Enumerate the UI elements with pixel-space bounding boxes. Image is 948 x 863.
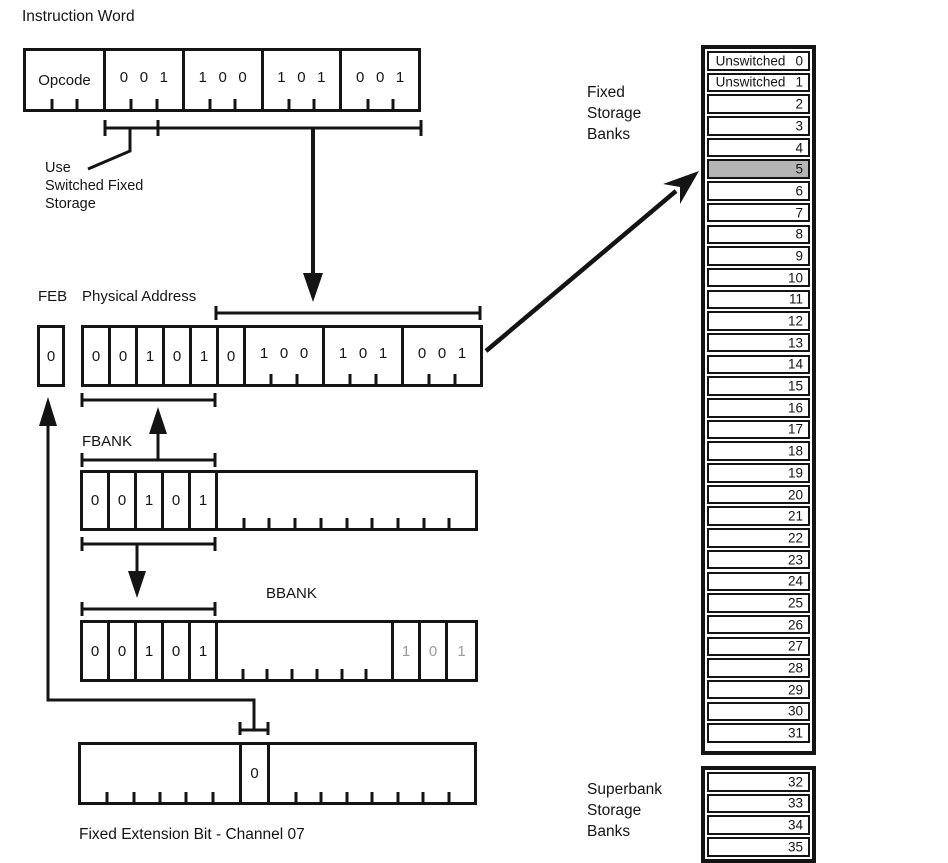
bit-tick xyxy=(428,374,431,384)
bit: 0 xyxy=(279,344,289,362)
bank-row-13 xyxy=(707,333,810,353)
superbank-storage-banks-title xyxy=(587,779,662,842)
bank-row-number: 3 xyxy=(795,118,803,134)
feb-label: FEB xyxy=(38,288,68,305)
bit-tick xyxy=(241,669,244,679)
bit: 0 xyxy=(437,344,447,362)
bit-cell: 0 xyxy=(83,473,110,528)
bit-tick xyxy=(320,792,323,802)
bit-tick xyxy=(130,99,133,109)
bit-tick xyxy=(396,792,399,802)
physical-address-label: Physical Address xyxy=(82,288,197,305)
bit-tick xyxy=(159,792,162,802)
bit-cell: 0 xyxy=(84,328,111,384)
bit-cell: 1 xyxy=(137,473,164,528)
bank-row-27 xyxy=(707,637,810,657)
fbank-register xyxy=(80,470,478,531)
arrowhead-down xyxy=(303,273,323,302)
bit-tick xyxy=(396,518,399,528)
bank-row-30 xyxy=(707,702,810,722)
bank-row-number: 31 xyxy=(787,725,803,741)
bank-row-31 xyxy=(707,723,810,743)
bit-tick xyxy=(266,669,269,679)
fixed-storage-title-line: Banks xyxy=(587,126,631,143)
bit-tick xyxy=(155,99,158,109)
superbank-title-line: Storage xyxy=(587,802,642,819)
bank-row-8 xyxy=(707,225,810,245)
bit-tick xyxy=(366,99,369,109)
instruction-word-register xyxy=(23,48,421,112)
bit-cell: 0 xyxy=(110,623,137,679)
bank-row-number: 13 xyxy=(787,335,803,351)
bank-row-number: 2 xyxy=(795,96,803,112)
bit-tick xyxy=(374,374,377,384)
bit: 0 xyxy=(139,68,149,86)
bit-tick xyxy=(319,518,322,528)
bit: 1 xyxy=(259,344,269,362)
bit-tick xyxy=(345,518,348,528)
fixed-storage-title-line: Fixed xyxy=(587,84,625,101)
bit: 1 xyxy=(338,344,348,362)
bit-tick xyxy=(371,792,374,802)
bit: 0 xyxy=(356,68,365,86)
bank-row-number: 33 xyxy=(787,795,803,811)
bit-tick xyxy=(50,99,53,109)
bit-cell: 0 xyxy=(110,473,137,528)
pa-to-bank5-arrow-line xyxy=(486,191,676,351)
bit-cell: 0 xyxy=(165,328,192,384)
bit-group-cell xyxy=(246,328,325,384)
bank-row-number: 12 xyxy=(787,313,803,329)
bit: 0 xyxy=(417,344,427,362)
bank-row-number: 30 xyxy=(787,703,803,719)
bbank-register xyxy=(80,620,478,682)
bank-row-20 xyxy=(707,485,810,505)
bit-cell: 1 xyxy=(191,623,218,679)
bank-row-label: Unswitched xyxy=(715,53,786,69)
bank-row-number: 18 xyxy=(787,443,803,459)
feb-register xyxy=(37,325,65,387)
bit-tick xyxy=(345,792,348,802)
bit: 1 xyxy=(198,68,207,86)
bank-row-25 xyxy=(707,593,810,613)
arrowhead-up xyxy=(39,397,57,426)
bank-row-number: 21 xyxy=(787,508,803,524)
bit-tick xyxy=(422,518,425,528)
bank-row-number: 20 xyxy=(787,487,803,502)
bank-row-number: 9 xyxy=(795,248,803,264)
bank-row-number: 23 xyxy=(787,552,803,568)
bank-row-35 xyxy=(707,837,810,857)
superbank-storage-bank-list xyxy=(701,766,816,863)
bank-row-number: 32 xyxy=(787,774,803,790)
bit-tick xyxy=(453,374,456,384)
fixed-storage-bank-list xyxy=(701,45,816,755)
bit: 0 xyxy=(375,68,385,86)
bank-row-34 xyxy=(707,815,810,835)
use-switched-line: Storage xyxy=(45,196,96,212)
bit-cell: 0 xyxy=(219,328,246,384)
bank-row-number: 4 xyxy=(795,140,803,155)
bank-row-number: 19 xyxy=(787,465,803,481)
bank-row-1 xyxy=(707,73,810,93)
bank-row-number: 27 xyxy=(787,638,803,654)
bank-row-number: 26 xyxy=(787,617,803,633)
bit: 1 xyxy=(277,68,286,86)
bit: 1 xyxy=(378,344,388,362)
superbank-bit-cell: 1 xyxy=(457,642,466,660)
bank-row-6 xyxy=(707,181,810,201)
bank-row-number: 10 xyxy=(787,270,803,286)
bank-row-19 xyxy=(707,463,810,483)
bit-tick xyxy=(132,792,135,802)
fixed-storage-title-line: Storage xyxy=(587,105,642,122)
bit-tick xyxy=(315,669,318,679)
bank-row-15 xyxy=(707,376,810,396)
empty-bits-cell xyxy=(218,623,394,679)
bit: 1 xyxy=(317,68,326,86)
bit-cell: 0 xyxy=(164,473,191,528)
bit-tick xyxy=(209,99,212,109)
bank-row-number: 35 xyxy=(787,839,803,855)
bank-row-number: 5 xyxy=(795,161,803,177)
bank-row-5 xyxy=(707,159,810,179)
bank-row-7 xyxy=(707,203,810,223)
bank-row-number: 24 xyxy=(787,573,803,589)
bank-row-32 xyxy=(707,772,810,792)
bit-cell: 1 xyxy=(138,328,165,384)
bit-tick xyxy=(291,669,294,679)
bit: 0 xyxy=(218,68,227,86)
bit-tick xyxy=(211,792,214,802)
bit-tick xyxy=(268,518,271,528)
bank-row-11 xyxy=(707,290,810,310)
bit-group-cell xyxy=(404,328,480,384)
bit-tick xyxy=(447,792,450,802)
bank-row-number: 28 xyxy=(787,660,803,676)
bank-row-16 xyxy=(707,398,810,418)
bank-row-24 xyxy=(707,572,810,592)
bank-row-18 xyxy=(707,441,810,461)
bit-tick xyxy=(287,99,290,109)
instruction-word-title: Instruction Word xyxy=(22,8,135,25)
bit-tick xyxy=(106,792,109,802)
physical-address-register xyxy=(81,325,483,387)
bank-row-0 xyxy=(707,51,810,71)
bank-row-4 xyxy=(707,138,810,158)
bit-cell: 0 xyxy=(164,623,191,679)
bit: 1 xyxy=(457,344,467,362)
bank-row-number: 7 xyxy=(795,205,803,221)
bank-row-10 xyxy=(707,268,810,288)
opcode-cell: Opcode xyxy=(26,51,106,109)
bit-tick xyxy=(270,374,273,384)
superbank-title-line: Banks xyxy=(587,823,631,840)
bank-row-number: 6 xyxy=(795,183,803,199)
bit: 0 xyxy=(119,68,129,86)
bank-row-number: 15 xyxy=(787,378,803,394)
bit-cell: 1 xyxy=(191,473,218,528)
bank-row-28 xyxy=(707,658,810,678)
bbank-label: BBANK xyxy=(266,585,317,602)
bank-row-number: 8 xyxy=(795,226,803,242)
bank-row-2 xyxy=(707,94,810,114)
bit-tick xyxy=(365,669,368,679)
bit: 1 xyxy=(395,68,405,86)
bank-row-number: 0 xyxy=(795,53,803,69)
bit: 1 xyxy=(159,68,168,86)
bit: 0 xyxy=(238,68,247,86)
use-switched-fixed-storage-label xyxy=(45,159,143,213)
bit-tick xyxy=(295,374,298,384)
superbank-bit-cell: 0 xyxy=(421,623,448,679)
bank-row-12 xyxy=(707,311,810,331)
channel07-register xyxy=(78,742,477,805)
bank-row-33 xyxy=(707,794,810,814)
bank-row-23 xyxy=(707,550,810,570)
empty-bits-cell xyxy=(81,745,242,802)
bit-group-cell xyxy=(325,328,404,384)
empty-bits-cell xyxy=(218,473,475,528)
superbank-title-line: Superbank xyxy=(587,781,662,798)
bit-tick xyxy=(349,374,352,384)
bit-tick xyxy=(234,99,237,109)
bit-tick xyxy=(422,792,425,802)
bit: 0 xyxy=(299,344,309,362)
bit-group-cell xyxy=(185,51,264,109)
feb-bit-cell: 0 xyxy=(46,347,56,365)
arrowhead-down xyxy=(128,571,146,598)
bank-row-number: 14 xyxy=(787,356,803,372)
bank-row-label: Unswitched xyxy=(715,74,786,90)
bit-tick xyxy=(448,518,451,528)
bit-tick xyxy=(76,99,79,109)
bank-row-17 xyxy=(707,420,810,440)
bit-cell: 0 xyxy=(111,328,138,384)
bank-row-number: 17 xyxy=(787,421,803,437)
bit-tick xyxy=(340,669,343,679)
use-switched-line: Switched Fixed xyxy=(45,178,144,194)
bank-row-22 xyxy=(707,528,810,548)
bit-tick xyxy=(242,518,245,528)
bank-row-14 xyxy=(707,355,810,375)
fbank-label: FBANK xyxy=(82,433,133,450)
superbank-bit-cell: 1 xyxy=(394,623,421,679)
bit-cell: 1 xyxy=(192,328,219,384)
bank-row-number: 16 xyxy=(787,400,803,416)
bit-group-cell xyxy=(264,51,343,109)
bank-row-21 xyxy=(707,506,810,526)
bank-row-26 xyxy=(707,615,810,635)
bit: 0 xyxy=(297,68,306,86)
bit-tick xyxy=(294,792,297,802)
bit-tick xyxy=(185,792,188,802)
fixed-storage-banks-title xyxy=(587,82,641,145)
use-switched-line: Use xyxy=(45,160,71,176)
bank-row-29 xyxy=(707,680,810,700)
channel07-caption: Fixed Extension Bit - Channel 07 xyxy=(79,826,305,843)
fixed-extension-bit-cell: 0 xyxy=(242,745,270,802)
bit-tick xyxy=(371,518,374,528)
bank-row-3 xyxy=(707,116,810,136)
bank-row-number: 1 xyxy=(795,74,803,90)
bit-cell: 0 xyxy=(83,623,110,679)
arrowhead-up xyxy=(149,407,167,434)
bit-cell: 1 xyxy=(137,623,164,679)
bank-row-number: 11 xyxy=(788,291,803,307)
bank-row-number: 34 xyxy=(787,817,803,833)
bank-row-number: 22 xyxy=(787,530,803,546)
arrowhead-barbed xyxy=(663,171,699,204)
bit-tick xyxy=(294,518,297,528)
bank-row-number: 25 xyxy=(787,595,803,611)
bank-row-9 xyxy=(707,246,810,266)
empty-bits-cell xyxy=(270,745,474,802)
bank-row-number: 29 xyxy=(787,682,803,698)
bit-tick xyxy=(313,99,316,109)
bit-group-cell xyxy=(106,51,185,109)
bit-group-cell xyxy=(342,51,418,109)
bit-tick xyxy=(391,99,394,109)
bit: 0 xyxy=(358,344,368,362)
